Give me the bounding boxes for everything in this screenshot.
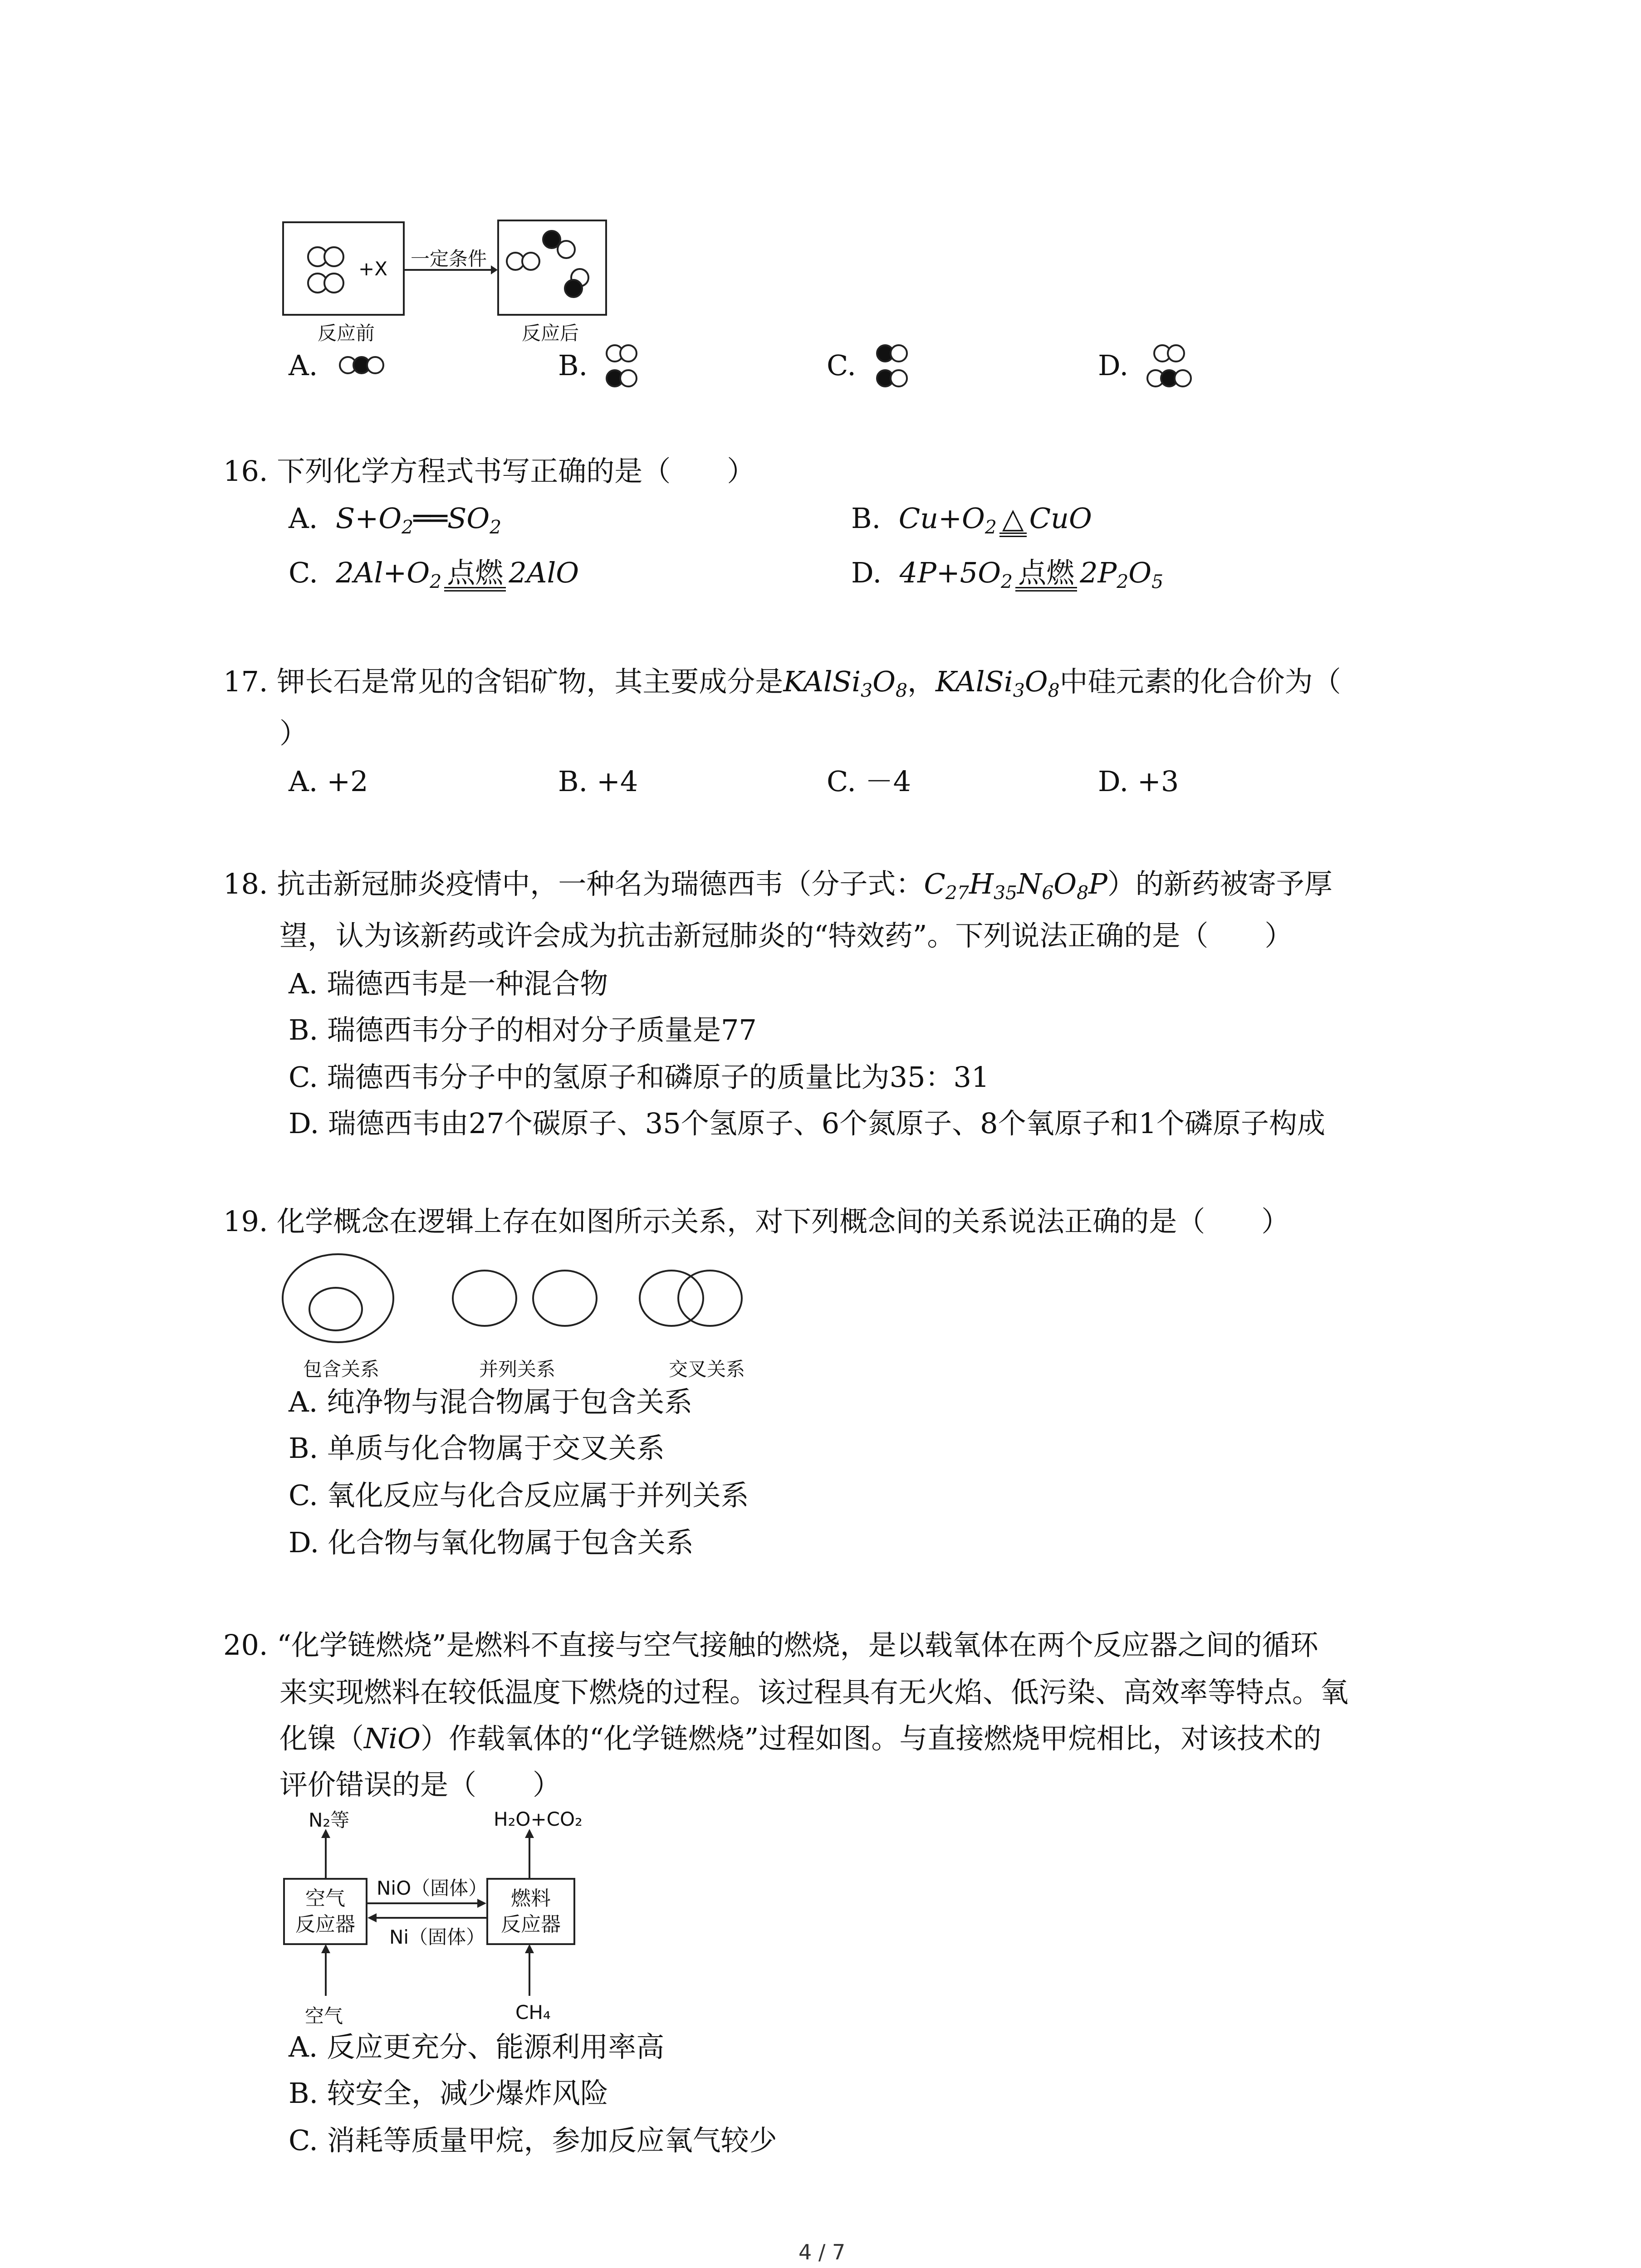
before-label: 反应前 bbox=[318, 322, 375, 344]
intersect-left bbox=[640, 1271, 703, 1326]
fuel-reactor: 燃料 反应器 bbox=[486, 1878, 575, 1945]
q17-option-a[interactable]: A. +2 bbox=[289, 765, 368, 798]
q20-stem-line4: 评价错误的是（ ） bbox=[279, 1768, 561, 1801]
q16-option-d[interactable]: D. $4P+5O_2$ 点燃 $2P_2O_5$ bbox=[851, 556, 1164, 593]
q18-stem-line2: 望，认为该新药或许会成为抗击新冠肺炎的“特效药”。下列说法正确的是（ ） bbox=[279, 919, 1293, 952]
q19-option-b[interactable]: B. 单质与化合物属于交叉关系 bbox=[289, 1432, 665, 1465]
q20-stem-line1: 20. “化学链燃烧”是燃料不直接与空气接触的燃烧，是以载氧体在两个反应器之间的循环 bbox=[223, 1628, 1318, 1662]
q19-option-a[interactable]: A. 纯净物与混合物属于包含关系 bbox=[289, 1385, 693, 1418]
q20-stem-line3: 化镍（NiO）作载氧体的“化学链燃烧”过程如图。与直接燃烧甲烷相比，对该技术的 bbox=[279, 1722, 1322, 1755]
ni-arrow-label: Ni（固体） bbox=[389, 1926, 485, 1948]
q15-option-a-molecule bbox=[336, 354, 395, 376]
air-input: 空气 bbox=[305, 2005, 343, 2027]
q16-equation-d: $4P+5O_2$ bbox=[899, 556, 1013, 593]
formula-kalsi3o8: $KAlSi_3O_8$ bbox=[783, 665, 907, 702]
q19-stem: 19. 化学概念在逻辑上存在如图所示关系，对下列概念间的关系说法正确的是（ ） bbox=[223, 1205, 1290, 1238]
plus-x-label: +X bbox=[358, 258, 387, 280]
after-molecules bbox=[497, 220, 607, 316]
parallel-left bbox=[453, 1271, 516, 1326]
q16-option-a[interactable]: A. $S+O_2══SO_2$ bbox=[289, 502, 502, 538]
q17-stem: 17. 钾长石是常见的含铝矿物，其主要成分是$KAlSi_3O_8$，$KAlSi_3O_8$中硅元素的化合价为（ bbox=[223, 665, 1341, 702]
q18-option-c[interactable]: C. 瑞德西韦分子中的氢原子和磷原子的质量比为35：31 bbox=[289, 1061, 989, 1094]
q20-stem-line2: 来实现燃料在较低温度下燃烧的过程。该过程具有无火焰、低污染、高效率等特点。氧 bbox=[279, 1676, 1349, 1709]
intersect-right bbox=[678, 1271, 742, 1326]
parallel-label: 并列关系 bbox=[479, 1358, 556, 1380]
relation-diagram bbox=[277, 1243, 776, 1347]
q15-option-b-molecule bbox=[603, 341, 649, 391]
q17-option-c[interactable]: C. －4 bbox=[827, 765, 911, 798]
q15-option-c-molecule bbox=[874, 341, 919, 391]
heat-condition: △ bbox=[999, 504, 1027, 533]
q18-option-b[interactable]: B. 瑞德西韦分子的相对分子质量是77 bbox=[289, 1013, 757, 1046]
q19-option-c[interactable]: C. 氧化反应与化合反应属于并列关系 bbox=[289, 1479, 749, 1512]
q19-option-d[interactable]: D. 化合物与氧化物属于包含关系 bbox=[289, 1526, 694, 1559]
nio-arrow-label: NiO（固体） bbox=[377, 1877, 488, 1899]
q20-option-b[interactable]: B. 较安全，减少爆炸风险 bbox=[289, 2077, 608, 2110]
q16-option-b[interactable]: B. $Cu+O_2$ △ CuO bbox=[851, 502, 1092, 538]
q16-equation-c: $2Al+O_2$ bbox=[336, 556, 442, 593]
inclusion-inner bbox=[309, 1288, 362, 1330]
ignite-condition-c: 点燃 bbox=[444, 559, 506, 587]
ignite-condition-d: 点燃 bbox=[1015, 559, 1077, 587]
q15-option-c[interactable]: C. bbox=[827, 349, 856, 382]
formula-nio: NiO bbox=[364, 1722, 421, 1755]
inclusion-label: 包含关系 bbox=[303, 1358, 380, 1380]
q16-equation-b: $Cu+O_2$ bbox=[898, 502, 997, 538]
ch4-input: CH₄ bbox=[515, 2001, 551, 2024]
q18-stem-line1: 18. 抗击新冠肺炎疫情中，一种名为瑞德西韦（分子式：$C_{27}H_{35}N_6O_8P$）的新药被寄予厚 bbox=[223, 867, 1332, 904]
q18-option-d[interactable]: D. 瑞德西韦由27个碳原子、35个氢原子、6个氮原子、8个氧原子和1个磷原子构成 bbox=[289, 1107, 1326, 1140]
n2-output: N₂等 bbox=[309, 1809, 350, 1831]
page-number: 4 / 7 bbox=[798, 2240, 846, 2264]
q15-option-d[interactable]: D. bbox=[1098, 349, 1129, 382]
q15-option-a[interactable]: A. bbox=[289, 349, 318, 382]
products-output: H₂O+CO₂ bbox=[494, 1808, 583, 1830]
q17-option-b[interactable]: B. +4 bbox=[558, 765, 638, 798]
q15-option-b[interactable]: B. bbox=[558, 349, 588, 382]
q16-equation-a: $S+O_2══SO_2$ bbox=[335, 502, 502, 538]
q15-option-d-molecule bbox=[1143, 341, 1202, 391]
q17-option-d[interactable]: D. +3 bbox=[1098, 765, 1179, 798]
q18-option-a[interactable]: A. 瑞德西韦是一种混合物 bbox=[289, 967, 608, 1000]
inclusion-outer bbox=[283, 1254, 393, 1342]
q20-option-c[interactable]: C. 消耗等质量甲烷，参加反应氧气较少 bbox=[289, 2124, 777, 2157]
q20-option-a[interactable]: A. 反应更充分、能源利用率高 bbox=[289, 2030, 665, 2063]
q16-stem: 16. 下列化学方程式书写正确的是（ ） bbox=[223, 455, 755, 488]
condition-label: 一定条件 bbox=[411, 248, 487, 270]
q17-stem-close: ） bbox=[279, 717, 308, 750]
air-reactor: 空气 反应器 bbox=[283, 1878, 367, 1945]
parallel-right bbox=[533, 1271, 597, 1326]
after-label: 反应后 bbox=[522, 322, 579, 344]
intersect-label: 交叉关系 bbox=[669, 1358, 745, 1380]
formula-remdesivir: $C_{27}H_{35}N_6O_8P$ bbox=[924, 867, 1107, 904]
q16-option-c[interactable]: C. $2Al+O_2$ 点燃 2AlO bbox=[289, 556, 579, 593]
